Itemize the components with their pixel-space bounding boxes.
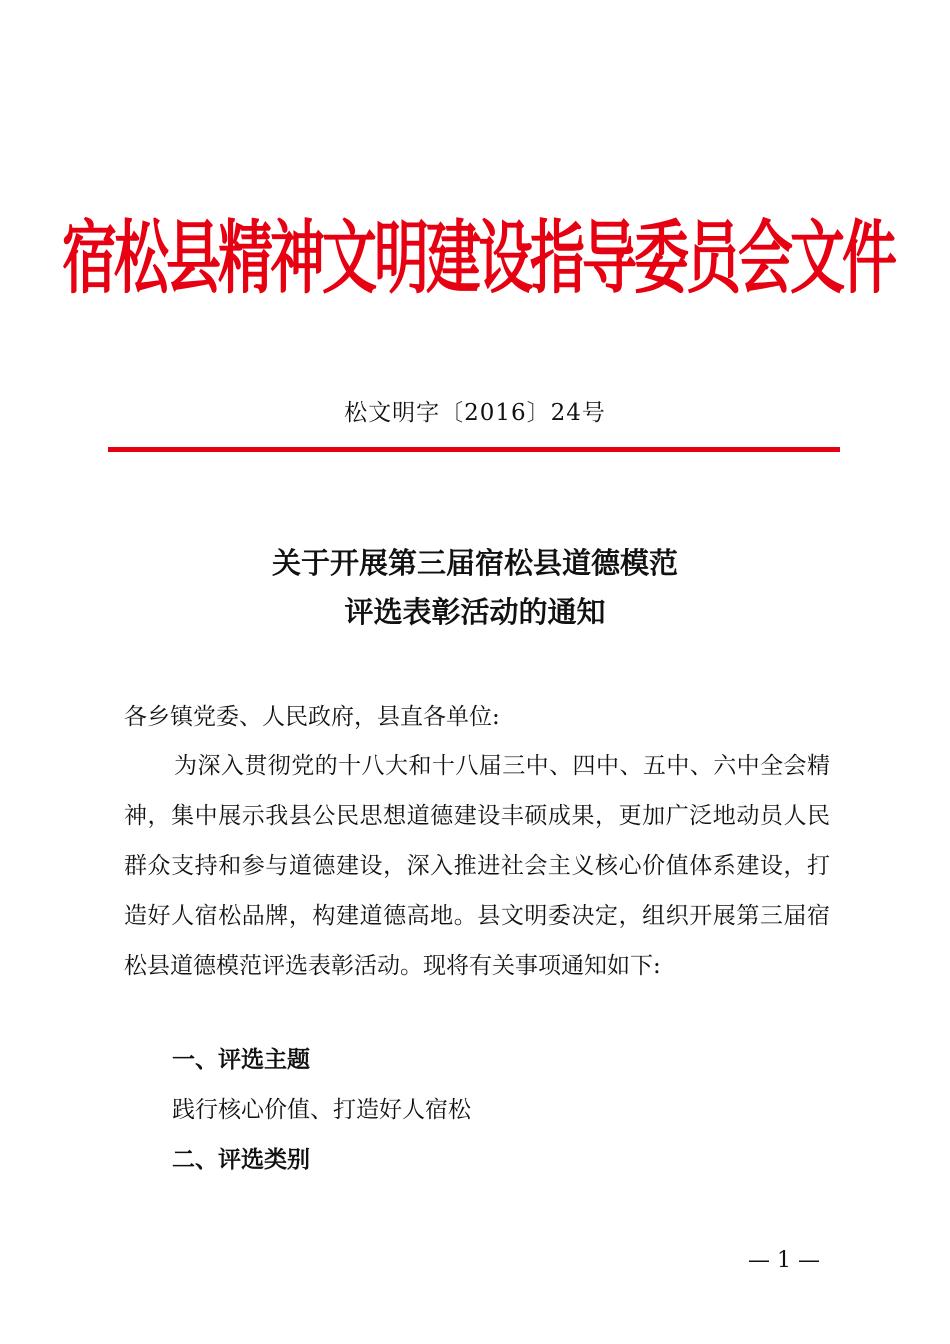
- section-heading-theme: 一、评选主题: [172, 1047, 310, 1073]
- document-number: 松文明字〔2016〕24号: [344, 400, 606, 426]
- salutation: 各乡镇党委、人民政府，县直各单位:: [124, 704, 500, 730]
- red-divider-line: [108, 447, 840, 452]
- notice-title-line-1: 关于开展第三届宿松县道德模范: [271, 546, 678, 580]
- section-heading-category: 二、评选类别: [172, 1147, 310, 1173]
- section-text-theme: 践行核心价值、打造好人宿松: [172, 1097, 471, 1123]
- page-number: — 1 —: [748, 1248, 820, 1273]
- notice-title-line-2: 评选表彰活动的通知: [344, 595, 606, 629]
- masthead-title: 宿松县精神文明建设指导委员会文件: [62, 211, 895, 304]
- body-paragraph: 为深入贯彻党的十八大和十八届三中、四中、五中、六中全会精神，集中展示我县公民思想道德建设丰硕成果，更加广泛地动员人民群众支持和参与道德建设，深入推进社会主义核心价值体系建设，打造好人宿松品牌，构建道德高地。县文明委决定，组织开展第三届宿松县道德模范评选表彰活动。现将有关事项通知如下:: [124, 753, 830, 979]
- masthead: [62, 188, 895, 314]
